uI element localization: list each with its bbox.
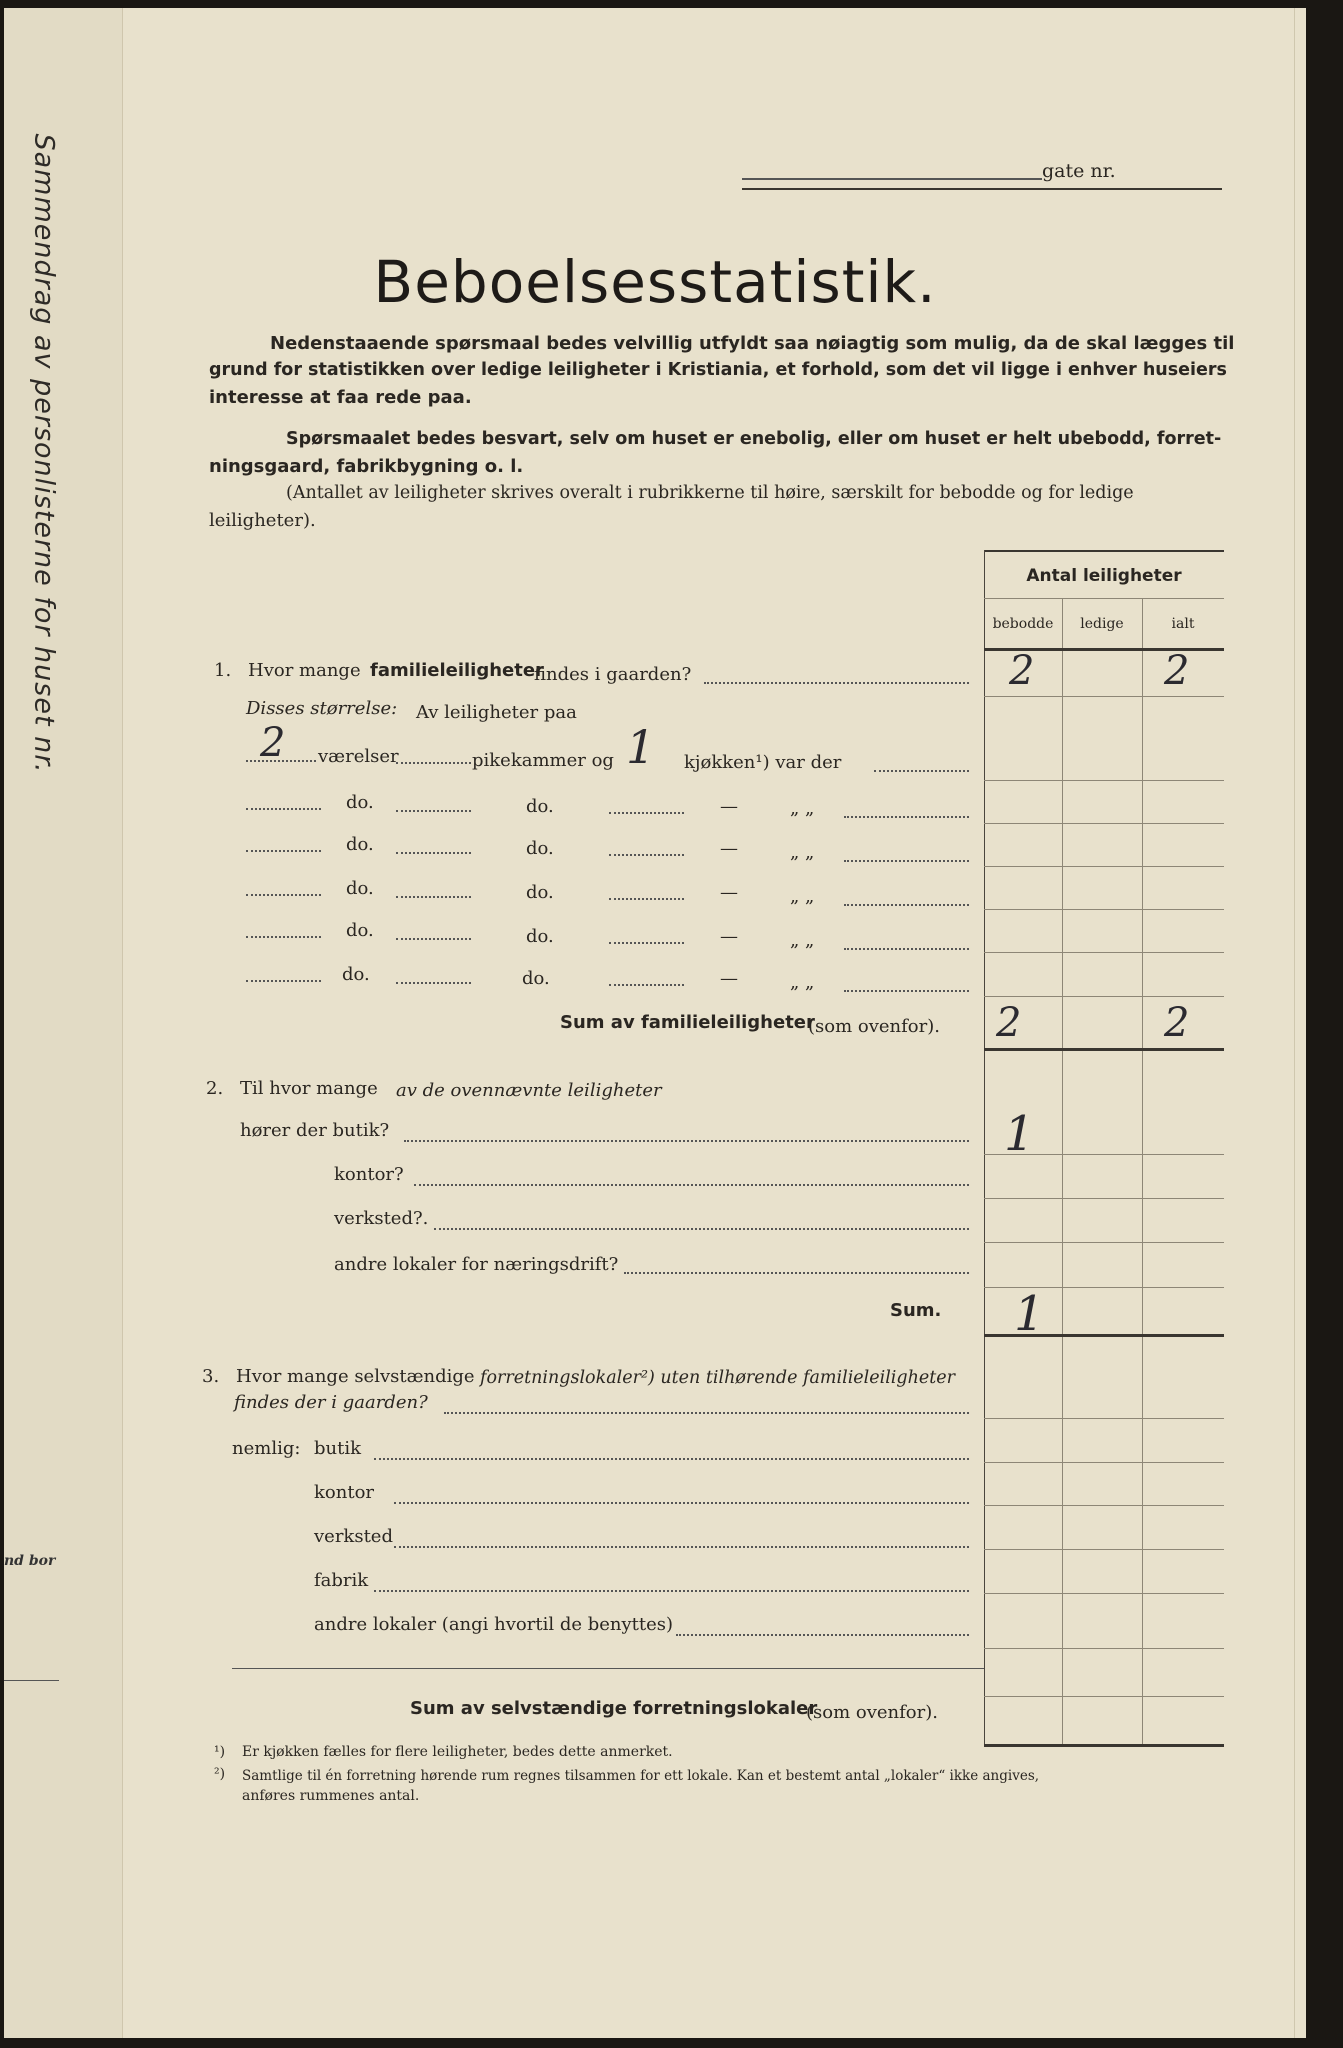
footnote-1: Er kjøkken fælles for flere leiligheter, bedes dette anmerket. bbox=[242, 1744, 673, 1760]
q2-kontor-leader bbox=[414, 1184, 969, 1186]
q3-verksted: verksted bbox=[314, 1526, 393, 1547]
q2-kontor: kontor? bbox=[334, 1164, 404, 1185]
row-rule bbox=[984, 909, 1224, 910]
do-1a: do. bbox=[346, 792, 374, 813]
side-note: nd bor bbox=[4, 1553, 56, 1569]
dash-4: — bbox=[720, 926, 738, 947]
q3-fabrik-leader bbox=[374, 1590, 969, 1592]
row-rule bbox=[984, 1696, 1224, 1697]
q1-sum-bebodde[interactable]: 2 bbox=[996, 1000, 1022, 1046]
do-line bbox=[246, 894, 321, 896]
do-4a: do. bbox=[346, 920, 374, 941]
quote-1: „ „ bbox=[790, 798, 815, 819]
table-title: Antal leiligheter bbox=[1026, 566, 1182, 586]
do-line bbox=[609, 942, 684, 944]
row-rule bbox=[984, 952, 1224, 953]
page-title: Beboelsesstatistik. bbox=[373, 248, 937, 316]
do-5b: do. bbox=[522, 968, 550, 989]
row-rule bbox=[984, 1242, 1224, 1243]
q3-fabrik: fabrik bbox=[314, 1570, 369, 1591]
street-label: gate nr. bbox=[1042, 160, 1116, 182]
q3-write-line bbox=[232, 1668, 984, 1669]
do-leader bbox=[844, 860, 969, 862]
do-line bbox=[396, 810, 471, 812]
row-rule bbox=[984, 866, 1224, 867]
do-1b: do. bbox=[526, 796, 554, 817]
q1-leader bbox=[704, 682, 969, 684]
row-rule bbox=[984, 780, 1224, 781]
do-line bbox=[609, 812, 684, 814]
table-bottom-rule bbox=[984, 1744, 1224, 1747]
q3-kontor-leader bbox=[394, 1502, 969, 1504]
quote-4: „ „ bbox=[790, 930, 815, 951]
q1-sum-suffix: (som ovenfor). bbox=[808, 1016, 940, 1037]
do-line bbox=[246, 808, 321, 810]
q2-butik: hører der butik? bbox=[240, 1120, 390, 1141]
q2-verksted-leader bbox=[434, 1228, 969, 1230]
street-underline bbox=[742, 188, 1222, 190]
q1-size-text: Av leiligheter paa bbox=[416, 702, 577, 723]
do-leader bbox=[844, 990, 969, 992]
q1-text-c: findes i gaarden? bbox=[534, 664, 692, 685]
q3-leader bbox=[444, 1412, 969, 1414]
do-2a: do. bbox=[346, 834, 374, 855]
intro-p2-line2: ningsgaard, fabrikbygning o. l. bbox=[209, 456, 524, 477]
do-leader bbox=[844, 904, 969, 906]
dash-5: — bbox=[720, 968, 738, 989]
row-rule bbox=[984, 1549, 1224, 1550]
dash-3: — bbox=[720, 882, 738, 903]
q3-butik: butik bbox=[314, 1438, 362, 1459]
do-leader bbox=[844, 948, 969, 950]
table-top-rule bbox=[984, 550, 1224, 552]
do-5a: do. bbox=[342, 964, 370, 985]
row-rule bbox=[984, 1593, 1224, 1594]
q3-andre: andre lokaler (angi hvortil de benyttes) bbox=[314, 1614, 674, 1635]
q1-answer-bebodde[interactable]: 2 bbox=[1009, 648, 1035, 694]
row-rule bbox=[984, 996, 1224, 997]
q1-row1-pike: pikekammer og bbox=[472, 750, 614, 771]
q3-nemlig: nemlig: bbox=[232, 1438, 301, 1459]
q3-sum-label: Sum av selvstændige forretningslokaler bbox=[410, 1698, 818, 1719]
do-3b: do. bbox=[526, 882, 554, 903]
do-line bbox=[396, 938, 471, 940]
q2-sum-answer[interactable]: 1 bbox=[1014, 1286, 1045, 1342]
side-rule bbox=[4, 1680, 59, 1681]
intro-p2-line1: Spørsmaalet bedes besvart, selv om huset er enebolig, eller om huset er helt ubebodd, forret- bbox=[286, 429, 1222, 449]
q1-row1-rooms[interactable]: 2 bbox=[260, 720, 286, 766]
quote-3: „ „ bbox=[790, 886, 815, 907]
do-line bbox=[609, 898, 684, 900]
q2-sum-label: Sum. bbox=[890, 1300, 942, 1321]
row-rule bbox=[984, 696, 1224, 697]
q1-row1-vaerelser: værelser bbox=[318, 746, 399, 767]
q1-sum-ialt[interactable]: 2 bbox=[1164, 1000, 1190, 1046]
footnote-2-mark: ²) bbox=[214, 1766, 226, 1782]
intro-p1-line3: interesse at faa rede paa. bbox=[209, 387, 472, 408]
intro-p3-line2: leiligheter). bbox=[209, 510, 316, 531]
q2-butik-leader bbox=[404, 1140, 969, 1142]
row-rule bbox=[984, 1505, 1224, 1506]
q2-text-a: Til hvor mange bbox=[240, 1078, 378, 1099]
dash-1: — bbox=[720, 796, 738, 817]
col-ledige: ledige bbox=[1080, 616, 1124, 632]
do-4b: do. bbox=[526, 926, 554, 947]
q1-text-a: Hvor mange bbox=[248, 660, 361, 681]
do-2b: do. bbox=[526, 838, 554, 859]
q1-sum-label: Sum av familieleiligheter bbox=[560, 1012, 815, 1033]
do-leader bbox=[844, 816, 969, 818]
footnote-1-mark: ¹) bbox=[214, 1744, 226, 1760]
do-line bbox=[396, 982, 471, 984]
do-line bbox=[246, 936, 321, 938]
q3-number: 3. bbox=[202, 1366, 220, 1387]
q3-text-b: forretningslokaler²) uten tilhørende familieleiligheter bbox=[480, 1368, 955, 1388]
rooms-line bbox=[246, 760, 316, 762]
q1-row1-kitchen[interactable]: 1 bbox=[626, 720, 656, 774]
q2-verksted: verksted?. bbox=[334, 1208, 429, 1229]
q2-text-b: av de ovennævnte leiligheter bbox=[396, 1080, 662, 1101]
col-ialt: ialt bbox=[1171, 616, 1195, 632]
quote-5: „ „ bbox=[790, 972, 815, 993]
q1-row1-kjokken: kjøkken¹) var der bbox=[684, 752, 842, 773]
q2-number: 2. bbox=[206, 1078, 224, 1099]
footnote-2-line2: anføres rummenes antal. bbox=[242, 1788, 420, 1804]
do-3a: do. bbox=[346, 878, 374, 899]
q1-size-label: Disses størrelse: bbox=[246, 698, 398, 719]
q1-text-b: familieleiligheter bbox=[370, 660, 544, 681]
q2-butik-answer[interactable]: 1 bbox=[1004, 1106, 1035, 1162]
row-rule bbox=[984, 1462, 1224, 1463]
table-header-rule bbox=[984, 598, 1224, 599]
do-line bbox=[396, 852, 471, 854]
row-rule bbox=[984, 1418, 1224, 1419]
col-bebodde: bebodde bbox=[992, 616, 1054, 632]
q1-number: 1. bbox=[214, 660, 232, 681]
q3-andre-leader bbox=[676, 1634, 969, 1636]
col-divider-2 bbox=[1142, 598, 1143, 1747]
q3-sum-suffix: (som ovenfor). bbox=[806, 1702, 938, 1723]
footnote-2-line1: Samtlige til én forretning hørende rum regnes tilsammen for ett lokale. Kan et bestemt antal „lokaler“ ikke angives, bbox=[242, 1768, 1040, 1784]
row1-leader bbox=[874, 770, 969, 772]
street-line bbox=[742, 178, 1042, 180]
form-page bbox=[4, 8, 1306, 2038]
quote-2: „ „ bbox=[790, 842, 815, 863]
do-line bbox=[246, 980, 321, 982]
row-rule bbox=[984, 1198, 1224, 1199]
intro-p1-line1: Nedenstaaende spørsmaal bedes velvillig utfyldt saa nøiagtig som mulig, da de skal lægges til bbox=[270, 333, 1235, 354]
q3-kontor: kontor bbox=[314, 1482, 375, 1503]
q1-answer-ialt[interactable]: 2 bbox=[1164, 648, 1190, 694]
table-left-rule bbox=[984, 550, 985, 1747]
q3-verksted-leader bbox=[394, 1546, 969, 1548]
q3-butik-leader bbox=[374, 1458, 969, 1460]
col-divider-1 bbox=[1062, 598, 1063, 1747]
do-line bbox=[396, 896, 471, 898]
q2-andre-leader bbox=[624, 1272, 969, 1274]
spine-text: Sammendrag av personlisterne for huset nr. bbox=[28, 133, 60, 774]
dash-2: — bbox=[720, 838, 738, 859]
row-rule bbox=[984, 1648, 1224, 1649]
do-line bbox=[609, 854, 684, 856]
row-rule bbox=[984, 823, 1224, 824]
sum1-rule bbox=[984, 1048, 1224, 1051]
q3-text-a: Hvor mange selvstændige bbox=[236, 1366, 475, 1387]
intro-p1-line2: grund for statistikken over ledige leiligheter i Kristiania, et forhold, som det vil ligge i enhver huseiers bbox=[209, 360, 1227, 380]
do-line bbox=[609, 984, 684, 986]
q3-text-c: findes der i gaarden? bbox=[234, 1392, 428, 1413]
page-edge bbox=[1294, 8, 1295, 2038]
do-line bbox=[246, 850, 321, 852]
intro-p3-line1: (Antallet av leiligheter skrives overalt i rubrikkerne til høire, særskilt for bebodde og for ledige bbox=[286, 483, 1134, 503]
q2-andre: andre lokaler for næringsdrift? bbox=[334, 1254, 619, 1275]
pike-line bbox=[396, 762, 471, 764]
